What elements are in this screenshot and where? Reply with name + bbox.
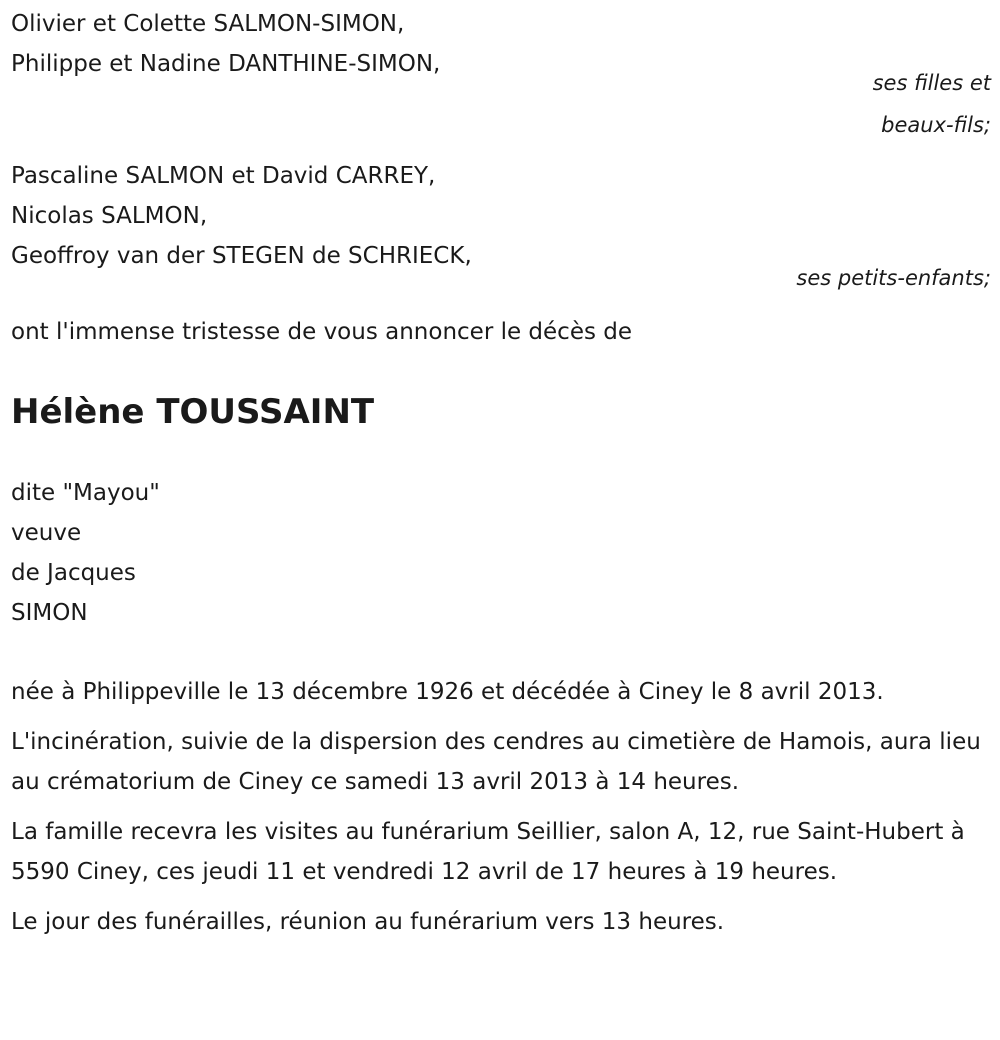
birth-death-paragraph: née à Philippeville le 13 décembre 1926 et décédée à Ciney le 8 avril 2013. <box>11 679 884 705</box>
funeral-day-paragraph: Le jour des funérailles, réunion au funérarium vers 13 heures. <box>11 909 725 935</box>
deceased-status: veuve <box>11 520 82 546</box>
daughters-relation-line-2: beaux-fils; <box>881 113 991 137</box>
grandchild-1: Pascaline SALMON et David CARREY, <box>11 163 436 189</box>
visitation-paragraph: La famille recevra les visites au funérarium Seillier, salon A, 12, rue Saint-Hubert à 5590 Ciney, ces jeudi 11 et vendredi 12 avril de 17 heures à 19 heures. <box>11 819 965 885</box>
spouse-last-name: SIMON <box>11 600 88 626</box>
grandchild-3: Geoffroy van der STEGEN de SCHRIECK, <box>11 243 472 269</box>
daughters-relation-line-1: ses filles et <box>872 71 991 95</box>
grandchild-2: Nicolas SALMON, <box>11 203 208 229</box>
deceased-name: Hélène TOUSSAINT <box>11 392 375 432</box>
daughter-couple-2: Philippe et Nadine DANTHINE-SIMON, <box>11 51 441 77</box>
grandchildren-relation: ses petits-enfants; <box>796 266 991 290</box>
notice-paragraphs <box>11 672 991 942</box>
obituary-notice <box>11 4 991 952</box>
spouse-first-name: de Jacques <box>11 560 136 586</box>
daughter-couple-1: Olivier et Colette SALMON-SIMON, <box>11 11 405 37</box>
announcement-text: ont l'immense tristesse de vous annoncer le décès de <box>11 319 633 345</box>
deceased-details <box>11 473 991 633</box>
deceased-nickname: dite "Mayou" <box>11 480 160 506</box>
cremation-paragraph: L'incinération, suivie de la dispersion des cendres au cimetière de Hamois, aura lieu au crématorium de Ciney ce samedi 13 avril 2013 à 14 heures. <box>11 729 981 795</box>
